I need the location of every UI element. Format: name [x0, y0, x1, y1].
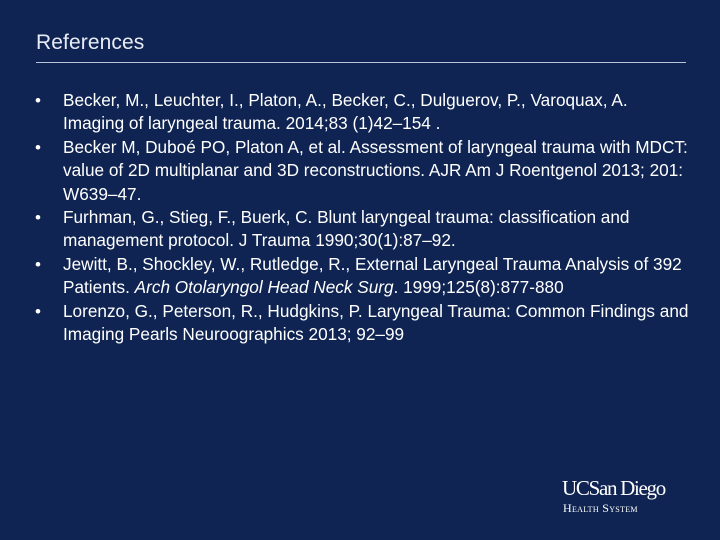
bullet-icon: • [35, 91, 41, 110]
bullet-icon: • [35, 254, 41, 274]
reference-list [28, 89, 692, 346]
ucsd-health-logo [562, 476, 692, 516]
bullet-icon: • [35, 301, 41, 321]
reference-text-citation: . 1999;125(8):877-880 [393, 277, 564, 298]
bullet-icon: • [35, 208, 41, 228]
logo-subtitle: Health System [563, 501, 638, 515]
bullet-icon: • [35, 137, 41, 157]
reference-item [28, 300, 692, 347]
journal-name: Arch Otolaryngol Head Neck Surg [134, 277, 394, 298]
reference-item [28, 253, 692, 300]
reference-item [28, 136, 692, 206]
reference-text: Lorenzo, G., Peterson, R., Hudgkins, P. Laryngeal Trauma: Common Findings and Imaging Pearls Neuroographics 2013; 92–99 [63, 300, 689, 345]
reference-text-authors: Jewitt, B., Shockley, W., Rutledge, R., External Laryngeal Trauma Analysis of 392 Patients. [63, 253, 682, 298]
title-divider [36, 62, 686, 63]
reference-text: Becker, M., Leuchter, I., Platon, A., Becker, C., Dulguerov, P., Varoquax, A. Imaging of laryngeal trauma. 2014;83 (1)42–154 . [63, 90, 628, 134]
reference-item [28, 89, 692, 136]
reference-item [28, 206, 692, 253]
reference-text: Becker M, Duboé PO, Platon A, et al. Assessment of laryngeal trauma with MDCT: value of 2D multiplanar and 3D reconstructions. AJR Am J Roentgenol 2013; 201: W639–47. [63, 136, 688, 204]
reference-text [63, 254, 682, 297]
reference-text: Furhman, G., Stieg, F., Buerk, C. Blunt laryngeal trauma: classification and management protocol. J Trauma 1990;30(1):87–92. [63, 207, 630, 251]
logo-wordmark: UCSan Diego [562, 476, 665, 500]
slide-title: References [36, 31, 145, 54]
